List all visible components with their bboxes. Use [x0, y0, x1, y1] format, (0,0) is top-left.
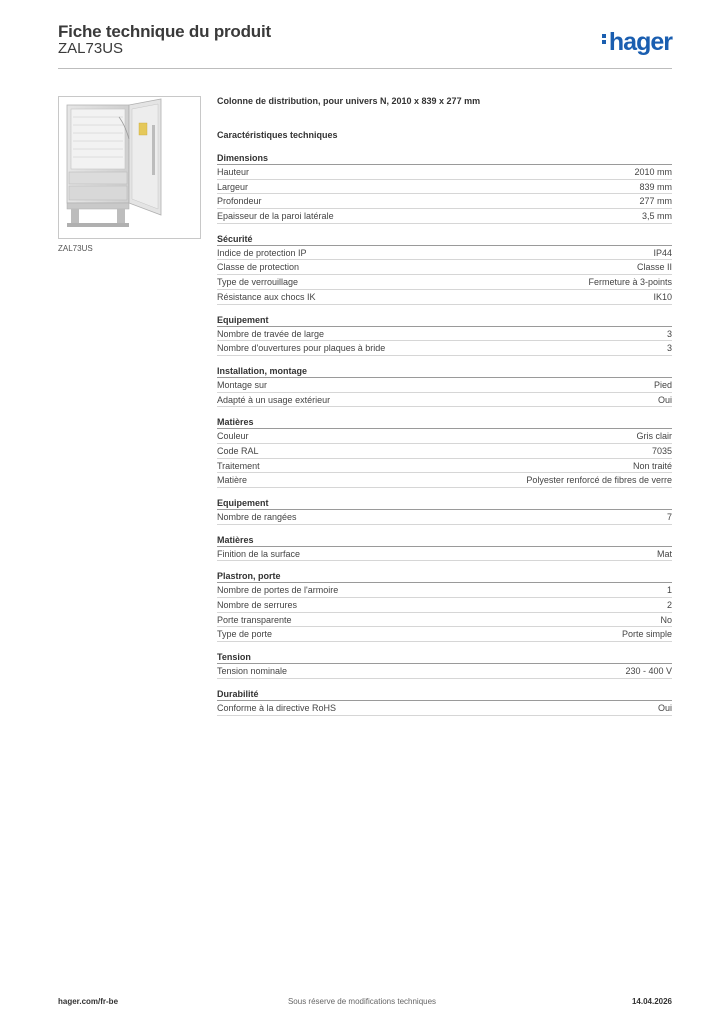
spec-label: Nombre de rangées	[217, 512, 297, 522]
spec-group-title: Dimensions	[217, 152, 672, 165]
spec-label: Type de porte	[217, 629, 273, 640]
spec-group	[217, 497, 672, 525]
spec-value: 7035	[651, 445, 672, 456]
spec-value: IK10	[653, 291, 672, 302]
spec-value: Porte simple	[621, 629, 672, 640]
spec-group-title: Equipement	[217, 497, 672, 510]
spec-group	[217, 365, 672, 407]
spec-group-title: Installation, montage	[217, 365, 672, 378]
spec-value: Polyester renforcé de fibres de verre	[526, 475, 672, 486]
spec-row	[217, 393, 672, 408]
spec-row	[217, 275, 672, 290]
spec-row	[217, 510, 672, 525]
spec-row	[217, 664, 672, 679]
spec-group	[217, 534, 672, 562]
spec-row	[217, 459, 672, 474]
spec-value: Pied	[653, 379, 672, 390]
spec-group	[217, 688, 672, 716]
spec-label: Traitement	[217, 460, 260, 471]
spec-row	[217, 327, 672, 342]
spec-value: No	[660, 614, 672, 625]
spec-value: 3	[666, 328, 672, 339]
spec-label: Code RAL	[217, 445, 259, 456]
spec-label: Nombre de portes de l'armoire	[217, 585, 339, 596]
spec-label: Adapté à un usage extérieur	[217, 394, 331, 405]
spec-value: 7	[666, 512, 672, 522]
spec-group	[217, 570, 672, 642]
spec-row	[217, 473, 672, 488]
product-reference: ZAL73US	[58, 40, 124, 57]
spec-value: 2010 mm	[634, 167, 672, 177]
product-image-caption: ZAL73US	[58, 244, 93, 253]
footer-date: 14.04.2026	[631, 997, 672, 1006]
spec-value: 2	[666, 600, 672, 611]
spec-row	[217, 194, 672, 209]
spec-row	[217, 290, 672, 305]
spec-value: Oui	[657, 702, 672, 713]
section-title: Caractéristiques techniques	[217, 130, 338, 140]
spec-row	[217, 209, 672, 224]
specifications	[217, 96, 672, 716]
spec-value: 839 mm	[639, 181, 672, 192]
spec-row	[217, 180, 672, 195]
spec-label: Epaisseur de la paroi latérale	[217, 211, 334, 222]
footer-website: hager.com/fr-be	[58, 997, 119, 1006]
spec-label: Résistance aux chocs IK	[217, 291, 316, 302]
spec-value: Classe II	[636, 262, 672, 273]
spec-group	[217, 152, 672, 224]
spec-row	[217, 260, 672, 275]
spec-group	[217, 314, 672, 356]
spec-row	[217, 341, 672, 356]
spec-group-title: Matières	[217, 416, 672, 429]
spec-value: 230 - 400 V	[625, 666, 672, 677]
spec-row	[217, 444, 672, 459]
spec-group-title: Matières	[217, 534, 672, 547]
spec-value: Gris clair	[636, 431, 672, 442]
spec-group-title: Durabilité	[217, 688, 672, 701]
logo-dots-icon	[602, 32, 607, 46]
spec-value: 1	[666, 585, 672, 596]
spec-label: Largeur	[217, 181, 249, 192]
spec-value: 277 mm	[639, 196, 672, 207]
spec-group	[217, 233, 672, 305]
spec-row	[217, 627, 672, 642]
spec-group-title: Tension	[217, 651, 672, 664]
spec-value: IP44	[653, 247, 672, 258]
spec-label: Indice de protection IP	[217, 247, 307, 258]
spec-group-title: Equipement	[217, 314, 672, 327]
logo-text: hager	[608, 28, 672, 56]
spec-row	[217, 547, 672, 562]
page-title: Fiche technique du produit	[58, 22, 271, 41]
spec-label: Conforme à la directive RoHS	[217, 702, 337, 713]
spec-value: Fermeture à 3-points	[588, 277, 672, 288]
spec-label: Classe de protection	[217, 262, 300, 273]
spec-label: Finition de la surface	[217, 548, 301, 559]
product-description: Colonne de distribution, pour univers N, 2010 x 839 x 277 mm	[217, 96, 481, 106]
spec-row	[217, 165, 672, 180]
footer-notice: Sous réserve de modifications techniques	[287, 997, 437, 1006]
spec-row	[217, 701, 672, 716]
spec-label: Porte transparente	[217, 614, 292, 625]
spec-value: 3,5 mm	[641, 211, 672, 222]
spec-label: Tension nominale	[217, 666, 288, 677]
hager-logo	[602, 28, 672, 57]
product-image	[58, 96, 201, 239]
spec-value: 3	[666, 343, 672, 354]
spec-label: Nombre d'ouvertures pour plaques à bride	[217, 343, 386, 354]
spec-value: Oui	[657, 394, 672, 405]
spec-value: Non traité	[632, 460, 672, 471]
spec-label: Nombre de travée de large	[217, 328, 325, 339]
spec-row	[217, 429, 672, 444]
spec-label: Matière	[217, 475, 248, 486]
spec-label: Hauteur	[217, 167, 250, 177]
spec-value: Mat	[656, 548, 672, 559]
spec-label: Type de verrouillage	[217, 277, 299, 288]
spec-groups	[217, 152, 672, 716]
spec-label: Profondeur	[217, 196, 262, 207]
spec-group-title: Sécurité	[217, 233, 672, 246]
spec-row	[217, 613, 672, 628]
spec-label: Couleur	[217, 431, 249, 442]
spec-group-title: Plastron, porte	[217, 570, 672, 583]
spec-group	[217, 651, 672, 679]
header-divider	[58, 68, 672, 69]
spec-label: Nombre de serrures	[217, 600, 298, 611]
spec-row	[217, 246, 672, 261]
spec-row	[217, 598, 672, 613]
cabinet-illustration-icon	[59, 97, 200, 238]
spec-label: Montage sur	[217, 379, 268, 390]
spec-group	[217, 416, 672, 488]
spec-row	[217, 583, 672, 598]
spec-row	[217, 378, 672, 393]
